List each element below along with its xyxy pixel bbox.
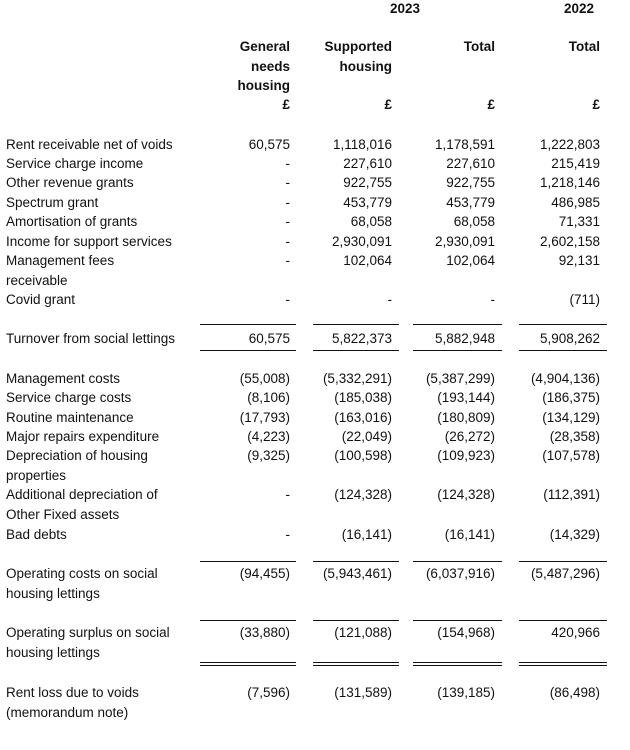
currency-general: £ bbox=[282, 97, 290, 112]
operating-costs-total-2023: (6,037,916) bbox=[425, 566, 495, 581]
cost-value-total-2022: (112,391) bbox=[543, 487, 600, 502]
income-value-total-2023: 453,779 bbox=[446, 195, 495, 210]
cost-value-general: (8,106) bbox=[247, 390, 290, 405]
divider bbox=[413, 620, 502, 621]
divider bbox=[519, 620, 607, 621]
income-value-total-2023: 68,058 bbox=[453, 214, 495, 229]
income-label: Service charge income bbox=[6, 156, 144, 171]
cost-label: Additional depreciation of bbox=[6, 487, 158, 502]
income-value-general: - bbox=[285, 195, 290, 210]
income-value-general: - bbox=[285, 156, 290, 171]
income-label-cont: receivable bbox=[6, 273, 68, 288]
income-value-general: 60,575 bbox=[248, 137, 290, 152]
double-rule bbox=[413, 665, 502, 666]
cost-value-total-2022: (4,904,136) bbox=[530, 371, 600, 386]
cost-label: Major repairs expenditure bbox=[6, 429, 160, 444]
income-value-total-2022: 215,419 bbox=[551, 156, 600, 171]
operating-costs-total-2022: (5,487,296) bbox=[530, 566, 600, 581]
double-rule bbox=[519, 665, 607, 666]
col-total-2023-header: Total bbox=[463, 39, 495, 54]
cost-label: Routine maintenance bbox=[6, 410, 134, 425]
cost-label-cont: Other Fixed assets bbox=[6, 507, 120, 522]
income-label: Amortisation of grants bbox=[6, 214, 138, 229]
income-value-supported: 2,930,091 bbox=[331, 234, 392, 249]
divider bbox=[200, 561, 296, 562]
cost-value-total-2022: (14,329) bbox=[549, 527, 600, 542]
income-value-total-2022: 1,218,146 bbox=[539, 175, 600, 190]
currency-total-2023: £ bbox=[487, 97, 495, 112]
cost-value-total-2023: (180,809) bbox=[437, 410, 495, 425]
cost-value-general: (17,793) bbox=[239, 410, 290, 425]
operating-costs-label: Operating costs on social bbox=[6, 566, 158, 581]
income-value-total-2023: 102,064 bbox=[446, 253, 495, 268]
col-total-2022-header: Total bbox=[568, 39, 600, 54]
income-label: Other revenue grants bbox=[6, 175, 134, 190]
double-rule bbox=[519, 662, 607, 663]
cost-label: Depreciation of housing bbox=[6, 448, 148, 463]
income-value-supported: 227,610 bbox=[343, 156, 392, 171]
cost-value-supported: (185,038) bbox=[334, 390, 392, 405]
cost-value-general: (9,325) bbox=[247, 448, 290, 463]
income-label: Covid grant bbox=[6, 292, 76, 307]
cost-value-general: - bbox=[285, 527, 290, 542]
income-label: Management fees bbox=[6, 253, 115, 268]
cost-value-supported: (22,049) bbox=[341, 429, 392, 444]
double-rule bbox=[313, 662, 399, 663]
cost-label: Management costs bbox=[6, 371, 121, 386]
divider bbox=[413, 561, 502, 562]
col-supported-header-2: housing bbox=[339, 59, 392, 74]
cost-value-supported: (100,598) bbox=[334, 448, 392, 463]
year-2022: 2022 bbox=[564, 1, 595, 16]
divider bbox=[519, 350, 607, 351]
col-general-header-2: needs bbox=[250, 59, 290, 74]
divider bbox=[519, 324, 607, 325]
divider bbox=[200, 620, 296, 621]
divider bbox=[313, 324, 399, 325]
cost-value-total-2023: (193,144) bbox=[437, 390, 495, 405]
income-label: Income for support services bbox=[6, 234, 172, 249]
cost-value-supported: (5,332,291) bbox=[322, 371, 392, 386]
income-value-total-2023: 1,178,591 bbox=[434, 137, 495, 152]
cost-value-total-2022: (107,578) bbox=[542, 448, 600, 463]
operating-costs-label-cont: housing lettings bbox=[6, 586, 100, 601]
cost-value-general: (4,223) bbox=[247, 429, 290, 444]
income-value-total-2023: - bbox=[490, 292, 495, 307]
cost-label-cont: properties bbox=[6, 468, 67, 483]
divider bbox=[313, 561, 399, 562]
income-value-general: - bbox=[285, 292, 290, 307]
cost-value-supported: (16,141) bbox=[341, 527, 392, 542]
cost-value-total-2022: (186,375) bbox=[542, 390, 600, 405]
year-2023: 2023 bbox=[390, 1, 421, 16]
rent-loss-supported: (131,589) bbox=[334, 685, 392, 700]
income-value-total-2022: 486,985 bbox=[551, 195, 600, 210]
cost-label: Service charge costs bbox=[6, 390, 132, 405]
divider bbox=[313, 350, 399, 351]
income-value-supported: 453,779 bbox=[343, 195, 392, 210]
cost-value-supported: (124,328) bbox=[334, 487, 392, 502]
rent-loss-label: Rent loss due to voids bbox=[6, 685, 139, 700]
cost-value-total-2023: (5,387,299) bbox=[425, 371, 495, 386]
divider bbox=[200, 350, 296, 351]
income-value-total-2022: 2,602,158 bbox=[539, 234, 600, 249]
cost-value-total-2022: (28,358) bbox=[549, 429, 600, 444]
turnover-value-total-2022: 5,908,262 bbox=[539, 331, 600, 346]
rent-loss-total-2023: (139,185) bbox=[437, 685, 495, 700]
income-value-supported: - bbox=[387, 292, 392, 307]
income-value-supported: 68,058 bbox=[350, 214, 392, 229]
double-rule bbox=[200, 662, 296, 663]
rent-loss-general: (7,596) bbox=[247, 685, 290, 700]
double-rule bbox=[313, 665, 399, 666]
divider bbox=[519, 561, 607, 562]
income-value-supported: 1,118,016 bbox=[332, 137, 392, 152]
cost-value-total-2023: (16,141) bbox=[444, 527, 495, 542]
turnover-label: Turnover from social lettings bbox=[6, 331, 176, 346]
turnover-value-supported: 5,822,373 bbox=[331, 331, 392, 346]
cost-value-total-2023: (26,272) bbox=[444, 429, 495, 444]
cost-value-general: (55,008) bbox=[239, 371, 290, 386]
double-rule bbox=[200, 665, 296, 666]
divider bbox=[313, 620, 399, 621]
operating-surplus-supported: (121,088) bbox=[334, 625, 392, 640]
operating-costs-general: (94,455) bbox=[239, 566, 290, 581]
operating-costs-supported: (5,943,461) bbox=[322, 566, 392, 581]
income-label: Spectrum grant bbox=[6, 195, 99, 210]
income-value-general: - bbox=[285, 214, 290, 229]
income-value-total-2023: 2,930,091 bbox=[434, 234, 495, 249]
divider bbox=[200, 324, 296, 325]
income-value-supported: 922,755 bbox=[343, 175, 392, 190]
col-general-header-1: General bbox=[239, 39, 290, 54]
divider bbox=[413, 324, 502, 325]
divider bbox=[413, 350, 502, 351]
cost-value-total-2023: (124,328) bbox=[437, 487, 495, 502]
income-value-total-2022: 92,131 bbox=[558, 253, 600, 268]
income-value-general: - bbox=[285, 175, 290, 190]
income-value-total-2022: 1,222,803 bbox=[539, 137, 600, 152]
income-label: Rent receivable net of voids bbox=[6, 137, 173, 152]
turnover-value-general: 60,575 bbox=[248, 331, 290, 346]
cost-value-total-2022: (134,129) bbox=[542, 410, 600, 425]
currency-supported: £ bbox=[384, 97, 392, 112]
income-value-total-2022: 71,331 bbox=[558, 214, 600, 229]
income-value-total-2022: (711) bbox=[569, 292, 600, 307]
rent-loss-label-cont: (memorandum note) bbox=[6, 705, 129, 720]
rent-loss-total-2022: (86,498) bbox=[549, 685, 600, 700]
income-value-total-2023: 227,610 bbox=[446, 156, 495, 171]
currency-total-2022: £ bbox=[592, 97, 600, 112]
income-value-total-2023: 922,755 bbox=[446, 175, 495, 190]
income-value-supported: 102,064 bbox=[343, 253, 392, 268]
turnover-value-total-2023: 5,882,948 bbox=[434, 331, 495, 346]
cost-label: Bad debts bbox=[6, 527, 67, 542]
operating-surplus-total-2022: 420,966 bbox=[551, 625, 600, 640]
cost-value-total-2023: (109,923) bbox=[437, 448, 495, 463]
operating-surplus-general: (33,880) bbox=[239, 625, 290, 640]
income-value-general: - bbox=[285, 253, 290, 268]
col-general-header-3: housing bbox=[237, 78, 290, 93]
double-rule bbox=[413, 662, 502, 663]
cost-value-supported: (163,016) bbox=[334, 410, 392, 425]
col-supported-header-1: Supported bbox=[324, 39, 392, 54]
operating-surplus-label-cont: housing lettings bbox=[6, 645, 100, 660]
cost-value-general: - bbox=[285, 487, 290, 502]
income-value-general: - bbox=[285, 234, 290, 249]
operating-surplus-total-2023: (154,968) bbox=[437, 625, 495, 640]
operating-surplus-label: Operating surplus on social bbox=[6, 625, 170, 640]
